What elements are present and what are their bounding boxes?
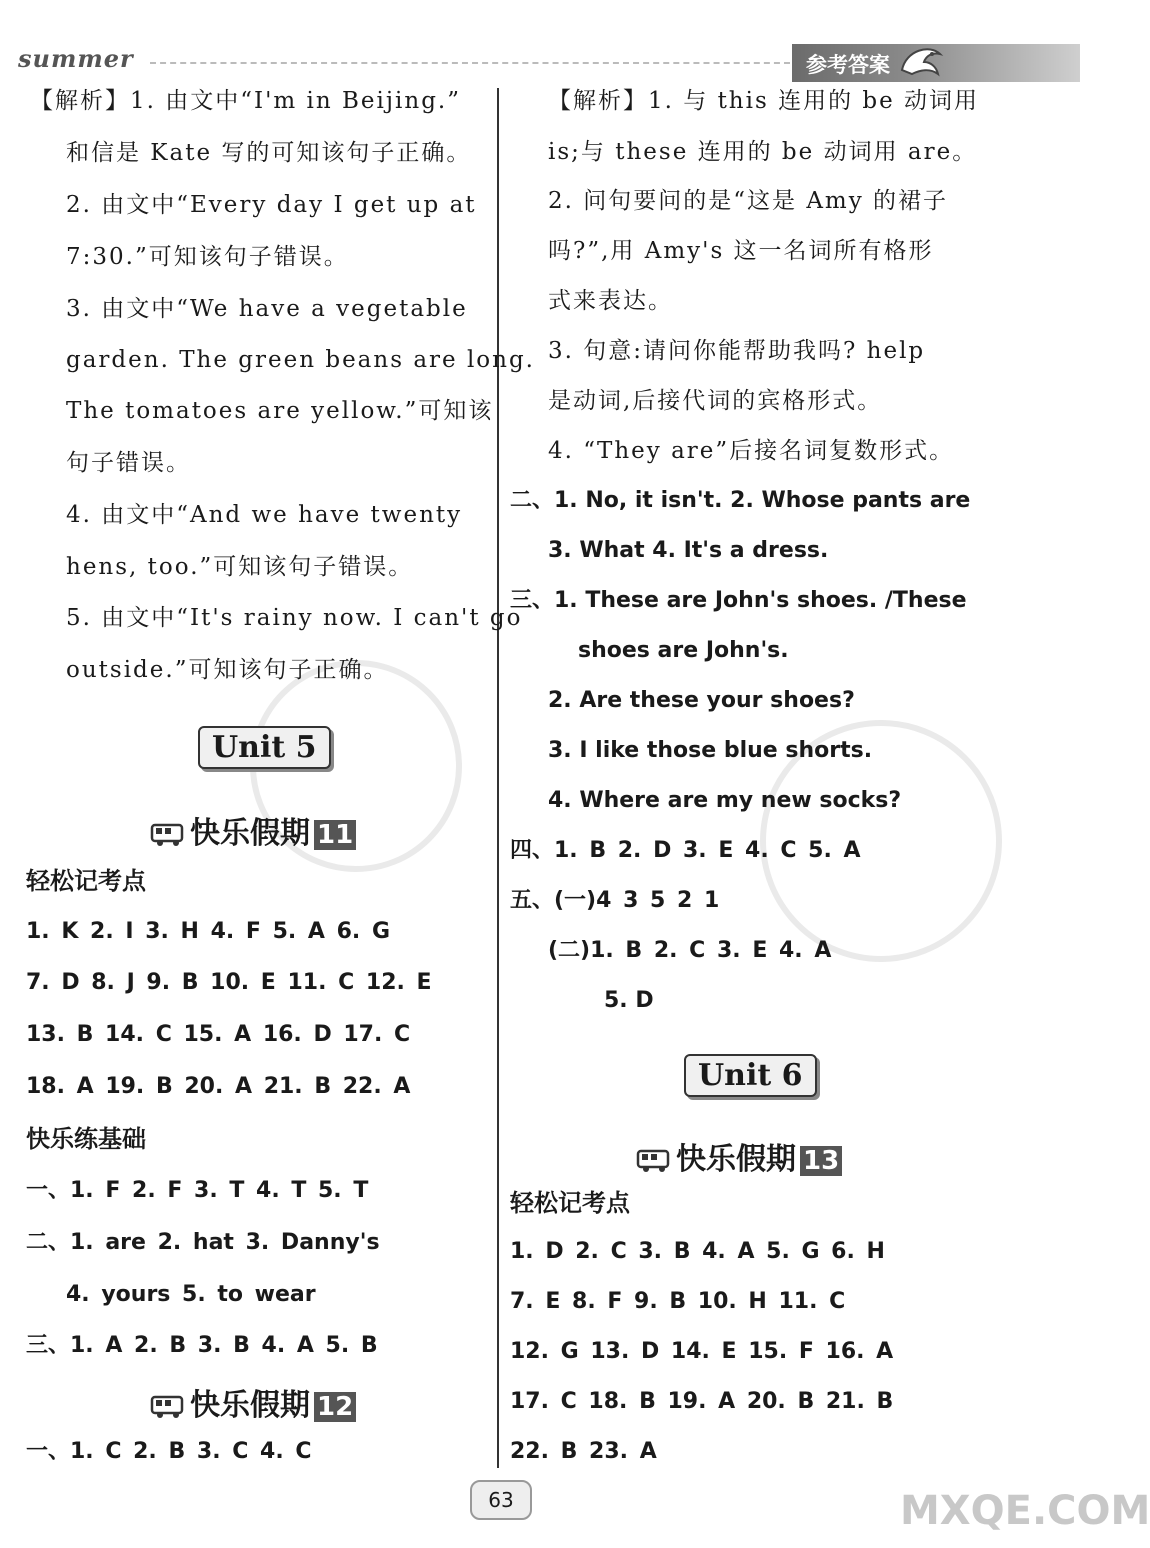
answer-row: 4. yours 5. to wear <box>66 1282 316 1307</box>
answer-row: 5. D <box>604 988 654 1013</box>
dolphin-icon <box>896 40 946 84</box>
holiday-label: 快乐假期 <box>190 816 310 851</box>
analysis-line: 是动词,后接代词的宾格形式。 <box>548 388 883 414</box>
analysis-line: garden. The green beans are long. <box>66 347 535 373</box>
analysis-line: outside.”可知该句子正确。 <box>66 657 389 683</box>
unit-title: Unit 5 <box>198 726 331 769</box>
answer-row: 17. C 18. B 19. A 20. B 21. B <box>510 1389 894 1414</box>
answer-row: 五、(一)4 3 5 2 1 <box>510 888 720 913</box>
answer-row: 一、1. C 2. B 3. C 4. C <box>26 1439 312 1464</box>
answer-row: 四、1. B 2. D 3. E 4. C 5. A <box>510 838 861 863</box>
page-header <box>0 0 1080 90</box>
holiday-heading <box>150 1380 356 1424</box>
answer-row: 2. Are these your shoes? <box>548 688 855 713</box>
answer-row: 4. Where are my new socks? <box>548 788 902 813</box>
analysis-line: 2. 问句要问的是“这是 Amy 的裙子 <box>548 188 949 214</box>
analysis-line: The tomatoes are yellow.”可知该 <box>66 398 494 424</box>
holiday-label: 快乐假期 <box>676 1142 796 1177</box>
analysis-line: 式来表达。 <box>548 288 673 314</box>
page-number: 63 <box>470 1480 532 1520</box>
holiday-number: 13 <box>800 1146 842 1176</box>
section-title: 参考答案 <box>806 53 890 77</box>
answer-row: 22. B 23. A <box>510 1439 657 1464</box>
bus-icon <box>150 1394 186 1420</box>
analysis-line: 【解析】1. 由文中“I'm in Beijing.” <box>30 88 461 114</box>
section-heading: 轻松记考点 <box>26 867 146 895</box>
brand-logo: summer <box>18 44 134 73</box>
answer-row: 3. I like those blue shorts. <box>548 738 873 763</box>
holiday-label: 快乐假期 <box>190 1388 310 1423</box>
section-heading: 轻松记考点 <box>510 1189 630 1217</box>
analysis-line: 5. 由文中“It's rainy now. I can't go <box>66 605 523 631</box>
analysis-line: 7:30.”可知该句子错误。 <box>66 244 349 270</box>
analysis-line: hens, too.”可知该句子错误。 <box>66 554 414 580</box>
answer-row: 三、1. These are John's shoes. /These <box>510 588 967 613</box>
answer-row: 三、1. A 2. B 3. B 4. A 5. B <box>26 1333 378 1358</box>
answer-row: 二、1. are 2. hat 3. Danny's <box>26 1230 380 1255</box>
bus-icon <box>150 822 186 848</box>
analysis-line: 4. 由文中“And we have twenty <box>66 502 463 528</box>
answer-row: 二、1. No, it isn't. 2. Whose pants are <box>510 488 971 513</box>
analysis-line: is;与 these 连用的 be 动词用 are。 <box>548 139 978 165</box>
bus-icon <box>636 1148 672 1174</box>
answer-row: (二)1. B 2. C 3. E 4. A <box>548 938 832 963</box>
answer-row: 12. G 13. D 14. E 15. F 16. A <box>510 1339 894 1364</box>
answer-row: 3. What 4. It's a dress. <box>548 538 829 563</box>
analysis-line: 2. 由文中“Every day I get up at <box>66 192 477 218</box>
holiday-number: 11 <box>314 820 356 850</box>
answer-row: 18. A 19. B 20. A 21. B 22. A <box>26 1074 411 1099</box>
watermark: MXQE.COM <box>900 1488 1150 1534</box>
answer-row: 1. K 2. I 3. H 4. F 5. A 6. G <box>26 919 390 944</box>
answer-row: 一、1. F 2. F 3. T 4. T 5. T <box>26 1178 369 1203</box>
answer-row: shoes are John's. <box>578 638 789 663</box>
header-rule <box>150 62 790 64</box>
analysis-line: 3. 由文中“We have a vegetable <box>66 296 468 322</box>
analysis-line: 4. “They are”后接名词复数形式。 <box>548 438 955 464</box>
section-heading: 快乐练基础 <box>26 1125 146 1153</box>
analysis-line: 句子错误。 <box>66 450 191 476</box>
analysis-line: 3. 句意:请问你能帮助我吗? help <box>548 338 926 364</box>
answer-row: 7. E 8. F 9. B 10. H 11. C <box>510 1289 846 1314</box>
answer-row: 13. B 14. C 15. A 16. D 17. C <box>26 1022 411 1047</box>
analysis-line: 【解析】1. 与 this 连用的 be 动词用 <box>548 88 980 114</box>
analysis-line: 吗?”,用 Amy's 这一名词所有格形 <box>548 238 934 264</box>
holiday-heading <box>636 1134 842 1178</box>
unit-title: Unit 6 <box>684 1054 817 1097</box>
answer-row: 1. D 2. C 3. B 4. A 5. G 6. H <box>510 1239 885 1264</box>
column-divider <box>497 88 499 1468</box>
holiday-heading <box>150 808 356 852</box>
answer-row: 7. D 8. J 9. B 10. E 11. C 12. E <box>26 970 432 995</box>
analysis-line: 和信是 Kate 写的可知该句子正确。 <box>66 140 472 166</box>
holiday-number: 12 <box>314 1392 356 1422</box>
